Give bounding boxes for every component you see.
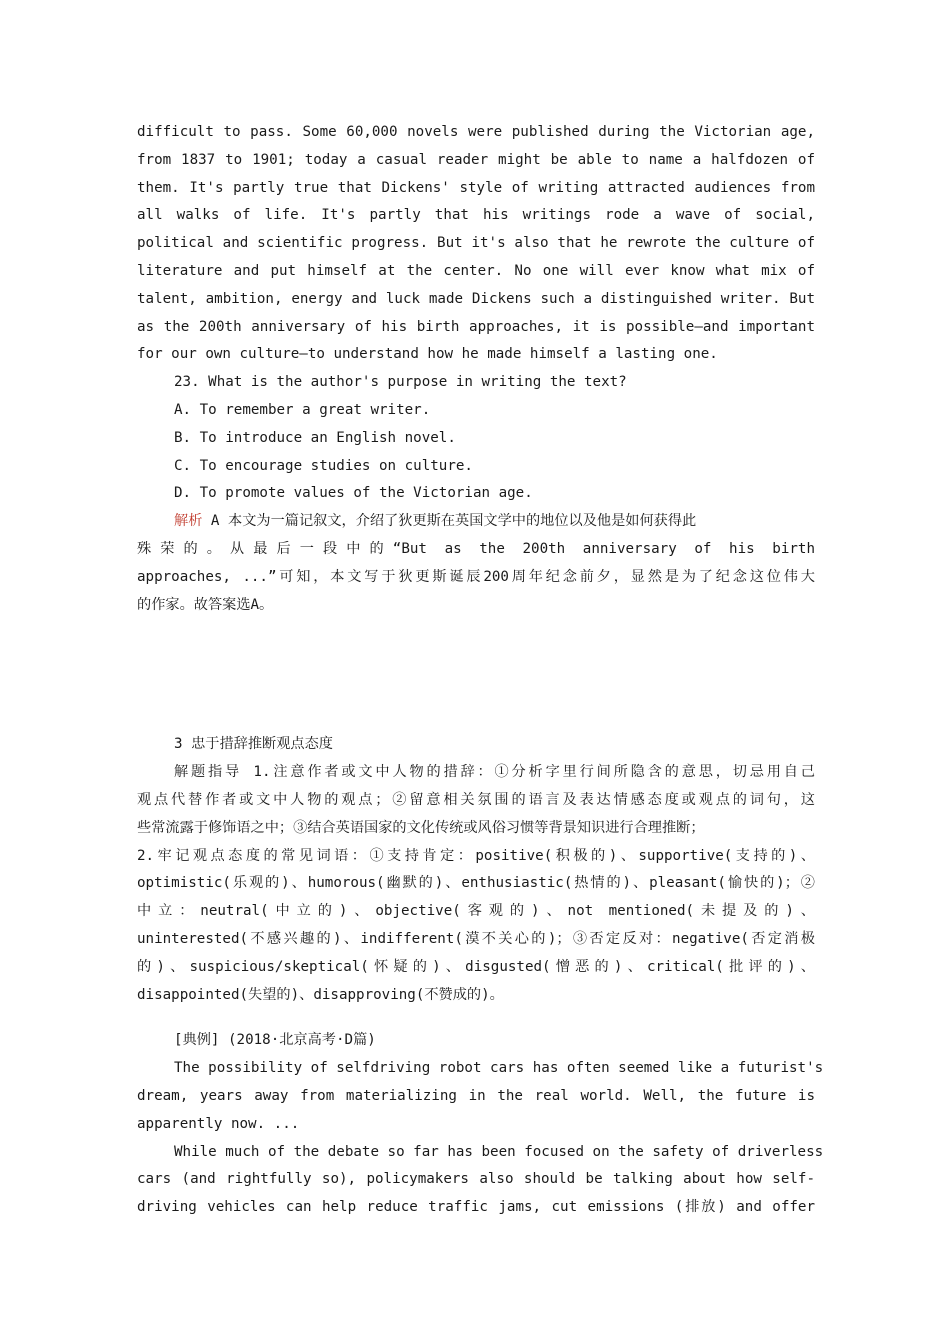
section-line: 解题指导 1.注意作者或文中人物的措辞：①分析字里行间所隐含的意思，切忌用自己 xyxy=(174,764,815,781)
section-line: optimistic(乐观的)、humorous(幽默的)、enthusiastic(热情的)、pleasant(愉快的)；② xyxy=(137,875,815,892)
document-page xyxy=(137,119,824,1222)
passage-line: all walks of life. It's partly that his writings rode a wave of social, xyxy=(137,207,815,224)
passage-line: literature and put himself at the center. No one will ever know what mix of xyxy=(137,262,815,279)
analysis-line: 殊荣的。从最后一段中的“But as the 200th anniversary of his birth xyxy=(137,540,815,557)
section-line: 中立：neutral(中立的)、objective(客观的)、not mentioned(未提及的)、 xyxy=(137,903,815,920)
passage-line: for our own culture—to understand how he made himself a lasting one. xyxy=(137,346,718,363)
example-line: driving vehicles can help reduce traffic jams, cut emissions (排放) and offer xyxy=(137,1199,815,1216)
example-line: apparently now. ... xyxy=(137,1115,300,1132)
analysis-text: A 本文为一篇记叙文，介绍了狄更斯在英国文学中的地位以及他是如何获得此 xyxy=(202,513,697,530)
spacer xyxy=(137,1009,815,1027)
option-d: D. To promote values of the Victorian age. xyxy=(174,485,533,502)
option-a: A. To remember a great writer. xyxy=(174,401,431,418)
section-line: uninterested(不感兴趣的)、indifferent(漠不关心的)；③否定反对：negative(否定消极 xyxy=(137,930,815,947)
example-line: dream, years away from materializing in the real world. Well, the future is xyxy=(137,1087,815,1104)
section-line: 的)、suspicious/skeptical(怀疑的)、disgusted(憎恶的)、critical(批评的)、 xyxy=(137,958,815,975)
analysis-line xyxy=(137,508,815,536)
example xyxy=(137,1027,824,1222)
passage-line: as the 200th anniversary of his birth approaches, it is possible—and important xyxy=(137,318,815,335)
example-header: [典例] (2018·北京高考·D篇) xyxy=(174,1032,376,1049)
passage-line: difficult to pass. Some 60,000 novels were published during the Victorian age, xyxy=(137,124,815,140)
spacer xyxy=(137,619,815,731)
passage xyxy=(137,119,815,369)
section-line: 些常流露于修饰语之中；③结合英语国家的文化传统或风俗习惯等背景知识进行合理推断； xyxy=(137,819,705,836)
example-line: The possibility of selfdriving robot cars has often seemed like a futurist's xyxy=(174,1060,824,1077)
question-23 xyxy=(137,369,815,508)
analysis-line: 的作家。故答案选A。 xyxy=(137,596,274,613)
option-b: B. To introduce an English novel. xyxy=(174,429,456,446)
example-line: While much of the debate so far has been focused on the safety of driverless xyxy=(174,1143,824,1160)
section-line: disappointed(失望的)、disapproving(不赞成的)。 xyxy=(137,986,504,1003)
section-heading: 3 忠于措辞推断观点态度 xyxy=(174,736,333,753)
section-line: 2.牢记观点态度的常见词语：①支持肯定：positive(积极的)、supportive(支持的)、 xyxy=(137,847,815,864)
passage-line: from 1837 to 1901; today a casual reader might be able to name a halfdozen of xyxy=(137,151,815,168)
analysis-label: 解析 xyxy=(174,513,203,530)
section-line: 观点代替作者或文中人物的观点；②留意相关氛围的语言及表达情感态度或观点的词句，这 xyxy=(137,791,815,808)
question-stem: 23. What is the author's purpose in writing the text? xyxy=(174,374,627,391)
passage-line: talent, ambition, energy and luck made Dickens such a distinguished writer. But xyxy=(137,290,815,307)
section-3 xyxy=(137,731,815,1009)
example-line: cars (and rightfully so), policymakers also should be talking about how self- xyxy=(137,1171,815,1188)
analysis xyxy=(137,508,815,619)
option-c: C. To encourage studies on culture. xyxy=(174,457,473,474)
analysis-line: approaches, ...”可知，本文写于狄更斯诞辰200周年纪念前夕，显然是为了纪念这位伟大 xyxy=(137,568,815,585)
passage-line: political and scientific progress. But it's also that he rewrote the culture of xyxy=(137,235,815,252)
passage-line: them. It's partly true that Dickens' style of writing attracted audiences from xyxy=(137,179,815,196)
